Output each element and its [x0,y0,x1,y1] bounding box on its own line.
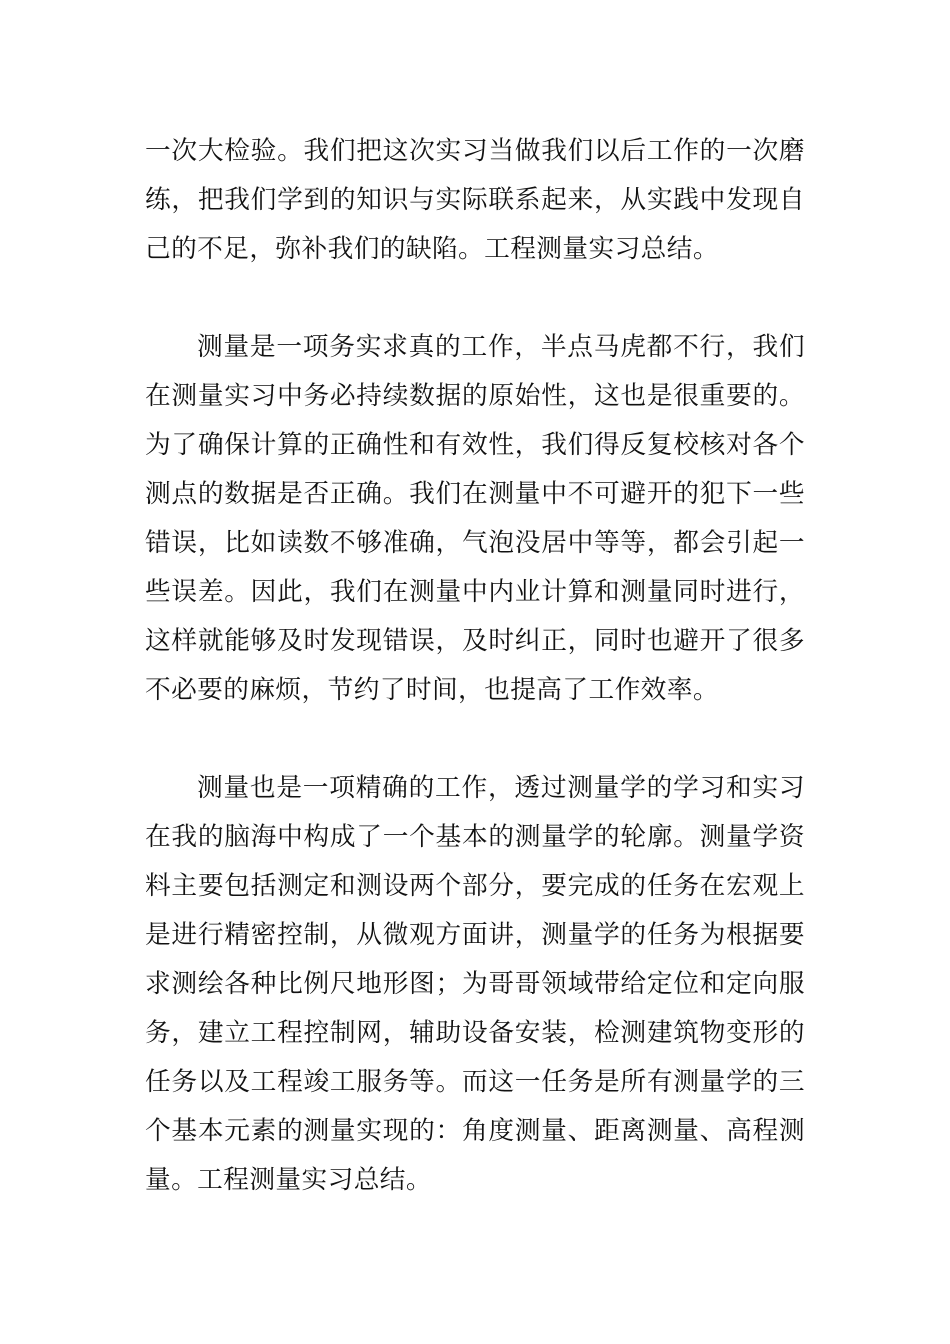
paragraph-continuation: 一次大检验。我们把这次实习当做我们以后工作的一次磨练，把我们学到的知识与实际联系起来，从实践中发现自己的不足，弥补我们的缺陷。工程测量实习总结。 [145,136,805,264]
paragraph-measurement-precision: 测量也是一项精确的工作，透过测量学的学习和实习在我的脑海中构成了一个基本的测量学的轮廓。测量学资料主要包括测定和测设两个部分，要完成的任务在宏观上是进行精密控制，从微观方面讲，测量学的任务为根据要求测绘各种比例尺地形图；为哥哥领域带给定位和定向服务，建立工程控制网，辅助设备安装，检测建筑物变形的任务以及工程竣工服务等。而这一任务是所有测量学的三个基本元素的测量实现的：角度测量、距离测量、高程测量。工程测量实习总结。 [145,773,805,1195]
paragraph-measurement-accuracy: 测量是一项务实求真的工作，半点马虎都不行，我们在测量实习中务必持续数据的原始性，这也是很重要的。为了确保计算的正确性和有效性，我们得反复校核对各个测点的数据是否正确。我们在测量中不可避开的犯下一些错误，比如读数不够准确，气泡没居中等等，都会引起一些误差。因此，我们在测量中内业计算和测量同时进行，这样就能够及时发现错误，及时纠正，同时也避开了很多不必要的麻烦，节约了时间，也提高了工作效率。 [145,332,805,705]
paragraph-spacer [145,715,805,764]
paragraph-spacer [145,274,805,323]
document-page [145,127,805,1205]
